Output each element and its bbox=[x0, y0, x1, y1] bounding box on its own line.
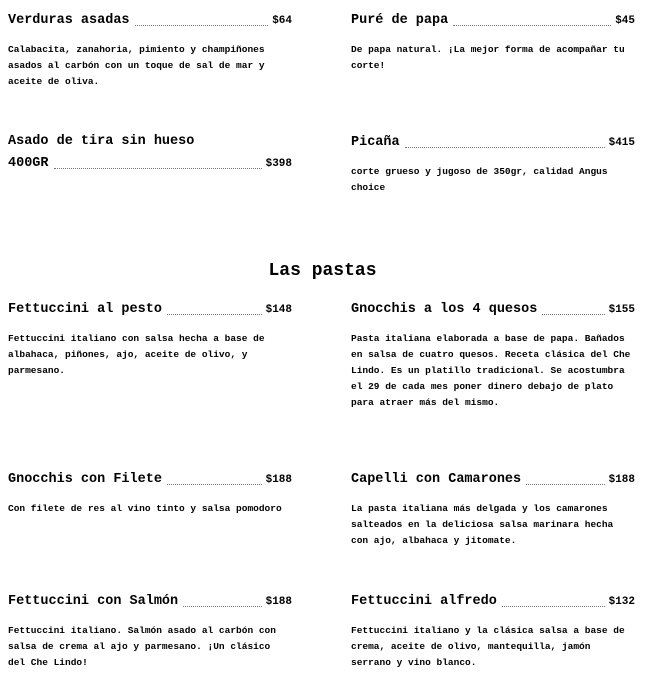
menu-item-header bbox=[8, 10, 292, 32]
menu-item-description: corte grueso y jugoso de 350gr, calidad Angus choice bbox=[351, 166, 608, 193]
menu-item-pure-de-papa bbox=[351, 10, 635, 74]
menu-item-description: La pasta italiana más delgada y los camarones salteados en la deliciosa salsa marinara hecha con ajo, albahaca y jitomate. bbox=[351, 503, 614, 546]
menu-item-name: Capelli con Camarones bbox=[351, 472, 522, 487]
menu-item-picana bbox=[351, 132, 635, 196]
menu-item-name: Fettuccini con Salmón bbox=[8, 594, 179, 609]
menu-item-name: Puré de papa bbox=[351, 13, 449, 28]
menu-item-description: De papa natural. ¡La mejor forma de acompañar tu corte! bbox=[351, 44, 625, 71]
dot-leader bbox=[453, 25, 611, 26]
menu-item-header bbox=[351, 591, 635, 613]
dot-leader bbox=[502, 606, 605, 607]
menu-item-header bbox=[8, 131, 292, 175]
menu-item-header bbox=[351, 132, 635, 154]
menu-item-header bbox=[351, 10, 635, 32]
menu-item-name: Gnocchis con Filete bbox=[8, 472, 162, 487]
menu-item-header bbox=[8, 591, 292, 613]
menu-item-description: Fettuccini italiano. Salmón asado al carbón con salsa de crema al ajo y parmesano. ¡Un clásico del Che Lindo! bbox=[8, 625, 276, 668]
menu-item-description: Con filete de res al vino tinto y salsa pomodoro bbox=[8, 503, 282, 514]
menu-item-fettuccini-alfredo bbox=[351, 591, 635, 671]
menu-item-description: Fettuccini italiano y la clásica salsa a base de crema, aceite de olivo, mantequilla, jamón serrano y vino blanco. bbox=[351, 625, 625, 668]
menu-item-name-line1: Asado de tira sin hueso bbox=[8, 134, 195, 149]
section-title-pastas: Las pastas bbox=[268, 261, 377, 281]
menu-item-price: $188 bbox=[265, 474, 292, 486]
dot-leader bbox=[526, 484, 604, 485]
dot-leader bbox=[135, 25, 269, 26]
menu-item-price: $45 bbox=[615, 15, 635, 27]
dot-leader bbox=[167, 314, 262, 315]
menu-item-name: Picaña bbox=[351, 135, 400, 150]
menu-item-price: $64 bbox=[272, 15, 292, 27]
menu-item-description: Calabacita, zanahoria, pimiento y champiñones asados al carbón con un toque de sal de mar y aceite de oliva. bbox=[8, 44, 265, 87]
dot-leader bbox=[405, 147, 605, 148]
menu-item-price: $148 bbox=[265, 304, 292, 316]
menu-item-name: Fettuccini al pesto bbox=[8, 302, 162, 317]
menu-item-capelli-camarones bbox=[351, 469, 635, 549]
menu-item-price: $415 bbox=[608, 137, 635, 149]
menu-item-header bbox=[351, 469, 635, 491]
menu-item-name: Verduras asadas bbox=[8, 13, 130, 28]
menu-item-description: Pasta italiana elaborada a base de papa. Bañados en salsa de cuatro quesos. Receta clásica del Che Lindo. Es un platillo tradicional. Se acostumbra el 29 de cada mes poner dinero debajo de plato para atraer más del mismo. bbox=[351, 333, 631, 408]
menu-item-header bbox=[8, 299, 292, 321]
menu-item-price: $188 bbox=[608, 474, 635, 486]
dot-leader bbox=[183, 606, 261, 607]
menu-item-price: $155 bbox=[608, 304, 635, 316]
menu-item-description: Fettuccini italiano con salsa hecha a base de albahaca, piñones, ajo, aceite de olivo, y parmesano. bbox=[8, 333, 265, 376]
menu-item-price: $188 bbox=[265, 596, 292, 608]
menu-item-verduras-asadas bbox=[8, 10, 292, 90]
menu-item-price: $398 bbox=[265, 158, 292, 170]
dot-leader bbox=[54, 168, 262, 169]
menu-item-header bbox=[8, 469, 292, 491]
menu-item-name: Gnocchis a los 4 quesos bbox=[351, 302, 538, 317]
menu-item-gnocchis-4-quesos bbox=[351, 299, 635, 411]
menu-item-price: $132 bbox=[608, 596, 635, 608]
menu-item-name: Fettuccini alfredo bbox=[351, 594, 497, 609]
menu-item-fettuccini-pesto bbox=[8, 299, 292, 379]
dot-leader bbox=[167, 484, 262, 485]
menu-item-gnocchis-filete bbox=[8, 469, 292, 517]
menu-item-header bbox=[351, 299, 635, 321]
menu-item-fettuccini-salmon bbox=[8, 591, 292, 671]
menu-item-name-line2: 400GR bbox=[8, 156, 49, 171]
menu-item-asado-de-tira bbox=[8, 131, 292, 175]
dot-leader bbox=[542, 314, 604, 315]
